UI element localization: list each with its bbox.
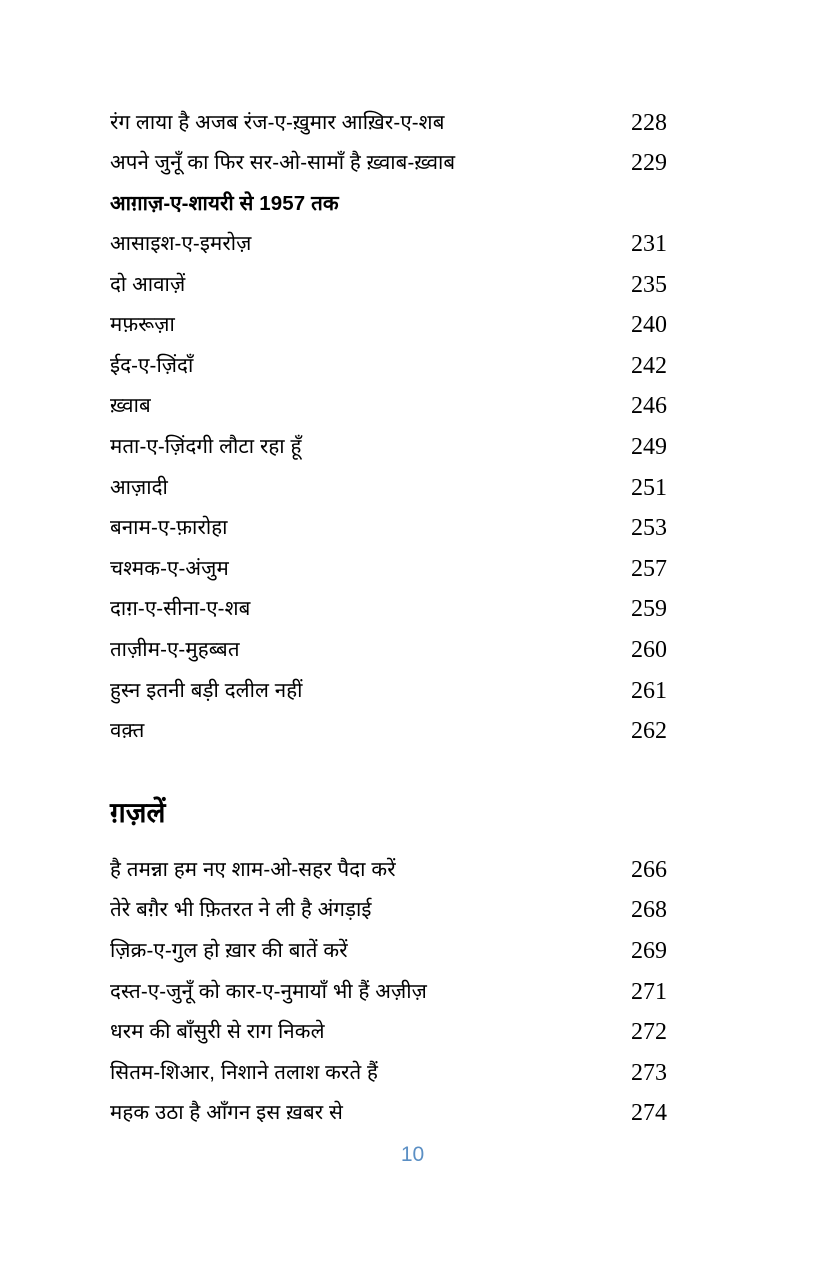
toc-entry-page-number: 274 [631,1100,667,1127]
toc-entry-row[interactable] [110,265,690,306]
toc-entry-page-number: 249 [631,433,667,460]
toc-entry-title: महक उठा है आँगन इस ख़बर से [110,1101,344,1125]
toc-entry-title: दो आवाज़ें [110,272,186,296]
toc-entry-title: सितम-शिआर, निशाने तलाश करते हैं [110,1060,379,1084]
toc-entry-title: वक़्त [110,719,145,743]
toc-entry-page-number: 242 [631,352,667,379]
toc-entry-title: मफ़रूज़ा [110,313,175,337]
toc-entry-title: ख़्वाब [110,394,151,418]
toc-entry-row[interactable] [110,931,690,972]
toc-entry-page-number: 261 [631,677,667,704]
toc-entry-row[interactable] [110,1093,690,1134]
toc-entry-title: दाग़-ए-सीना-ए-शब [110,597,251,621]
toc-entry-title: अपने जुनूँ का फिर सर-ओ-सामाँ है ख़्वाब-ख़्वाब [110,151,456,174]
toc-entry-row[interactable] [110,386,690,427]
toc-entry-page-number: 268 [631,897,667,924]
toc-entry-page-number: 257 [631,555,667,582]
toc-entry-page-number: 259 [631,596,667,623]
toc-entry-row[interactable] [110,1012,690,1053]
toc-entry-row[interactable] [110,850,690,891]
toc-entry-page-number: 253 [631,515,667,542]
toc-subheading-row [110,183,690,224]
toc-entry-page-number: 231 [631,231,667,257]
toc-entry-title: ज़िक्र-ए-गुल हो ख़ार की बातें करें [110,938,348,962]
toc-entry-page-number: 272 [631,1019,667,1046]
toc-entry-page-number: 260 [631,636,667,663]
toc-entry-row[interactable] [110,468,690,509]
toc-entry-page-number: 266 [631,856,667,883]
toc-entry-page-number: 271 [631,978,667,1005]
toc-entry-page-number: 262 [631,718,667,745]
toc-entry-title: है तमन्ना हम नए शाम-ओ-सहर पैदा करें [110,857,396,881]
toc-entry-row[interactable] [110,589,690,630]
toc-entry-title: ताज़ीम-ए-मुहब्बत [110,637,240,661]
toc-entry-row[interactable] [110,346,690,387]
toc-entry-row[interactable] [110,224,690,265]
toc-entry-row[interactable] [110,972,690,1013]
toc-section-heading [110,752,690,850]
toc-entry-row[interactable] [110,890,690,931]
toc-entry-title: धरम की बाँसुरी से राग निकले [110,1020,325,1044]
toc-entry-row[interactable] [110,711,690,752]
toc-entry-page-number: 240 [631,312,667,339]
toc-entry-title: तेरे बग़ैर भी फ़ितरत ने ली है अंगड़ाई [110,898,372,922]
toc-entry-title: चश्मक-ए-अंजुम [110,556,229,580]
toc-entry-page-number: 229 [631,150,667,176]
toc-entry-row[interactable] [110,671,690,712]
footer-page-number: 10 [400,1143,425,1166]
toc-entry-page-number: 228 [631,110,667,136]
toc-section-heading-label: ग़ज़लें [110,796,166,828]
toc-entry-row[interactable] [110,630,690,671]
toc-entry-row[interactable] [110,103,690,143]
toc-entry-page-number: 251 [631,474,667,501]
toc-entry-page-number: 235 [631,271,667,298]
toc-entry-title: आज़ादी [110,475,168,499]
toc-entry-title: हुस्न इतनी बड़ी दलील नहीं [110,678,303,702]
toc-entry-title: दस्त-ए-जुनूँ को कार-ए-नुमायाँ भी हैं अज़ीज़ [110,979,427,1003]
table-of-contents [110,103,690,1134]
toc-entry-row[interactable] [110,143,690,183]
toc-entry-title: बनाम-ए-फ़ारोहा [110,516,228,540]
toc-entry-title: ईद-ए-ज़िंदाँ [110,353,194,377]
toc-entry-title: मता-ए-ज़िंदगी लौटा रहा हूँ [110,434,302,458]
toc-entry-title: रंग लाया है अजब रंज-ए-ख़ुमार आख़िर-ए-शब [110,111,445,134]
toc-entry-page-number: 273 [631,1059,667,1086]
toc-entry-row[interactable] [110,549,690,590]
toc-entry-row[interactable] [110,427,690,468]
toc-entry-row[interactable] [110,508,690,549]
toc-entry-page-number: 246 [631,393,667,420]
toc-entry-row[interactable] [110,305,690,346]
toc-entry-title: आसाइश-ए-इमरोज़ [110,232,252,255]
toc-entry-page-number: 269 [631,937,667,964]
toc-subheading-label: आग़ाज़-ए-शायरी से 1957 तक [110,192,339,215]
toc-entry-row[interactable] [110,1053,690,1094]
